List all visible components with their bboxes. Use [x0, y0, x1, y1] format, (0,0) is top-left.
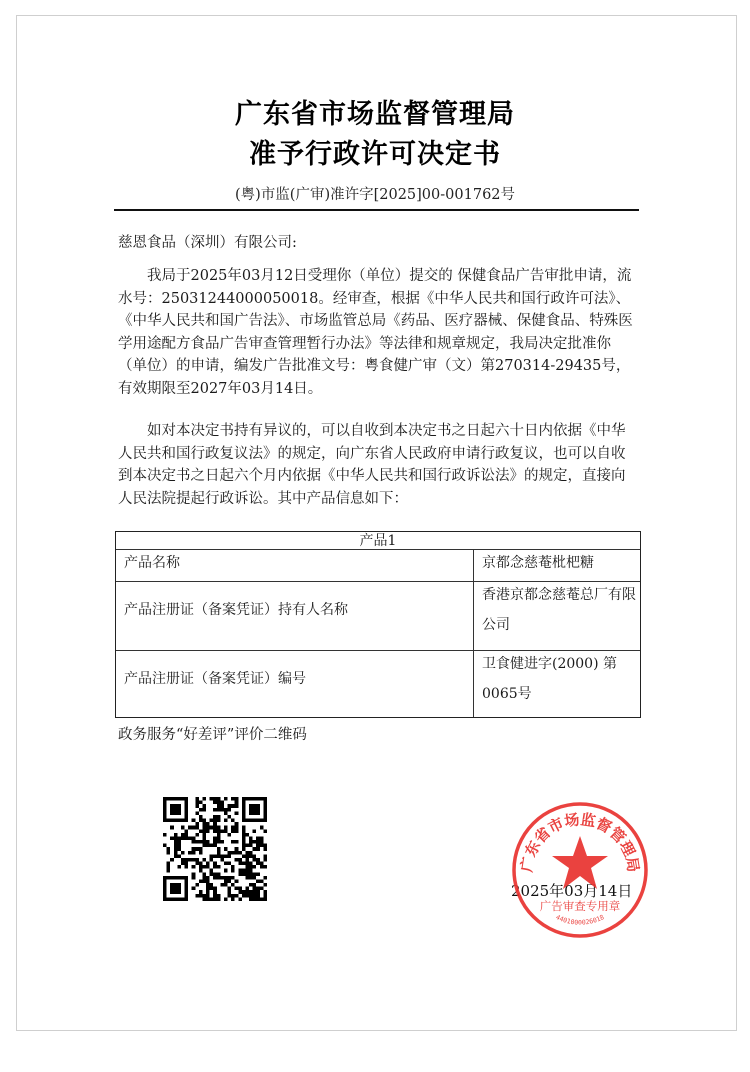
- official-seal-icon: [510, 800, 650, 940]
- title-decision: 准予行政许可决定书: [249, 139, 501, 170]
- product-name-label: 产品名称: [124, 555, 180, 571]
- svg-text:4401000026018: [555, 913, 606, 927]
- decision-date: 2025年03月14日: [511, 882, 633, 900]
- qr-code-label: 政务服务“好差评”评价二维码: [118, 727, 307, 743]
- registration-number-label: 产品注册证（备案凭证）编号: [124, 671, 306, 687]
- holder-name-value: 香港京都念慈菴总厂有限公司: [482, 587, 636, 633]
- table-column-divider: [473, 549, 474, 717]
- title-agency: 广东省市场监督管理局: [235, 99, 515, 130]
- seal-text: 广东省市场监督管理局: [517, 810, 643, 874]
- appeal-paragraph: 如对本决定书持有异议的，可以自收到本决定书之日起六十日内依据《中华人民共和国行政复议法》的规定，向广东省人民政府申请行政复议，也可以自收到本决定书之日起六个月内依据《中华人民共和国行政诉讼法》的规定，直接向人民法院提起行政诉讼。其中产品信息如下：: [118, 423, 626, 507]
- header-divider: [114, 209, 639, 211]
- registration-number-value: 卫食健进字(2000) 第0065号: [482, 656, 618, 702]
- addressee: 慈恩食品（深圳）有限公司:: [118, 235, 297, 251]
- product-table: [115, 531, 641, 718]
- seal-number: 4401000026018: [554, 913, 606, 927]
- product-table-header: 产品1: [359, 533, 397, 549]
- document-number: (粤)市监(广审)准许字[2025]00-001762号: [234, 187, 516, 203]
- seal-subtext: 广告审查专用章: [539, 899, 621, 913]
- holder-name-label: 产品注册证（备案凭证）持有人名称: [124, 602, 348, 618]
- qr-code[interactable]: [163, 797, 267, 901]
- product-name-value: 京都念慈菴枇杷糖: [482, 555, 594, 571]
- decision-paragraph: 我局于2025年03月12日受理你（单位）提交的 保健食品广告审批申请，流水号：25031244000050018。经审查，根据《中华人民共和国行政许可法》、《中华人民共和国广告法》、市场监管总局《药品、医疗器械、保健食品、特殊医学用途配方食品广告审查管理暂行办法》等法律和规章规定，我局决定批准你（单位）的申请，编发广告批准文号：粤食健广审（文）第270314-29435号，有效期限至2027年03月14日。: [118, 268, 633, 397]
